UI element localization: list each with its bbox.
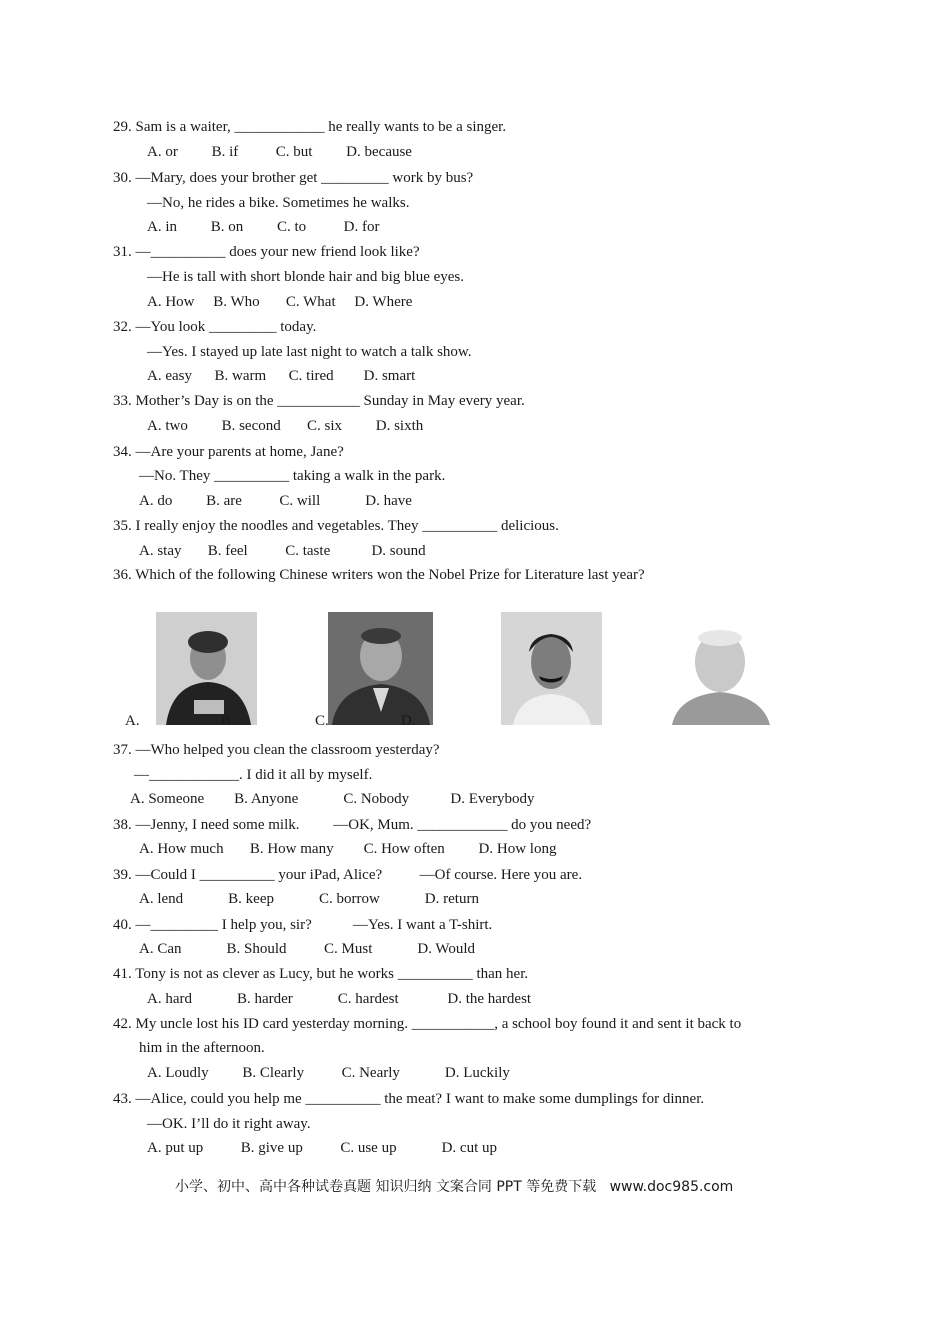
writer-photo-c (501, 612, 602, 725)
q37-reply: —____________. I did it all by myself. (134, 767, 373, 783)
q41-stem: 41. Tony is not as clever as Lucy, but he works __________ than her. (113, 966, 529, 982)
q35-stem: 35. I really enjoy the noodles and vegetables. They __________ delicious. (113, 518, 559, 534)
q32-reply: —Yes. I stayed up late last night to watch a talk show. (147, 344, 472, 360)
q38-options: A. How much B. How many C. How often D. How long (139, 841, 557, 857)
q32-options: A. easy B. warm C. tired D. smart (147, 368, 416, 384)
q42-options: A. Loudly B. Clearly C. Nearly D. Luckily (147, 1065, 510, 1081)
q35-options: A. stay B. feel C. taste D. sound (139, 543, 426, 559)
q30-stem: 30. —Mary, does your brother get _________ work by bus? (113, 170, 474, 186)
q42-stem-continued: him in the afternoon. (139, 1040, 265, 1056)
page-footer: 小学、初中、高中各种试卷真题 知识归纳 文案合同 PPT 等免费下载 www.doc985.com (175, 1179, 734, 1195)
q34-options: A. do B. are C. will D. have (139, 493, 412, 509)
q38-stem: 38. —Jenny, I need some milk. —OK, Mum. ____________ do you need? (113, 817, 592, 833)
q30-options: A. in B. on C. to D. for (147, 219, 380, 235)
q31-reply: —He is tall with short blonde hair and big blue eyes. (147, 269, 465, 285)
q41-options: A. hard B. harder C. hardest D. the hardest (147, 991, 532, 1007)
q36-option-a: A. (125, 713, 140, 729)
q29-stem: 29. Sam is a waiter, ____________ he really wants to be a singer. (113, 119, 507, 135)
q37-options: A. Someone B. Anyone C. Nobody D. Everybody (130, 791, 535, 807)
q31-stem: 31. —__________ does your new friend look like? (113, 244, 420, 260)
q29-options: A. or B. if C. but D. because (147, 144, 412, 160)
q36-stem: 36. Which of the following Chinese writers won the Nobel Prize for Literature last year? (113, 567, 645, 583)
q39-options: A. lend B. keep C. borrow D. return (139, 891, 479, 907)
q43-stem: 43. —Alice, could you help me __________ the meat? I want to make some dumplings for dinner. (113, 1091, 705, 1107)
q39-stem: 39. —Could I __________ your iPad, Alice? —Of course. Here you are. (113, 867, 583, 883)
writer-photo-a (156, 612, 257, 725)
q30-reply: —No, he rides a bike. Sometimes he walks. (147, 195, 410, 211)
writer-photo-d (664, 612, 777, 725)
writer-photo-b (328, 612, 433, 725)
q36-option-d: D. (401, 713, 416, 729)
q36-option-b: B. (221, 713, 235, 729)
q40-stem: 40. —_________ I help you, sir? —Yes. I want a T-shirt. (113, 917, 493, 933)
q43-reply: —OK. I’ll do it right away. (147, 1116, 311, 1132)
q33-options: A. two B. second C. six D. sixth (147, 418, 424, 434)
q43-options: A. put up B. give up C. use up D. cut up (147, 1140, 497, 1156)
q34-stem: 34. —Are your parents at home, Jane? (113, 444, 344, 460)
q42-stem: 42. My uncle lost his ID card yesterday morning. ___________, a school boy found it and sent it back to (113, 1016, 742, 1032)
q33-stem: 33. Mother’s Day is on the ___________ Sunday in May every year. (113, 393, 525, 409)
q32-stem: 32. —You look _________ today. (113, 319, 317, 335)
q37-stem: 37. —Who helped you clean the classroom yesterday? (113, 742, 440, 758)
q31-options: A. How B. Who C. What D. Where (147, 294, 413, 310)
q40-options: A. Can B. Should C. Must D. Would (139, 941, 476, 957)
q34-reply: —No. They __________ taking a walk in the park. (139, 468, 446, 484)
q36-option-c: C. (315, 713, 329, 729)
